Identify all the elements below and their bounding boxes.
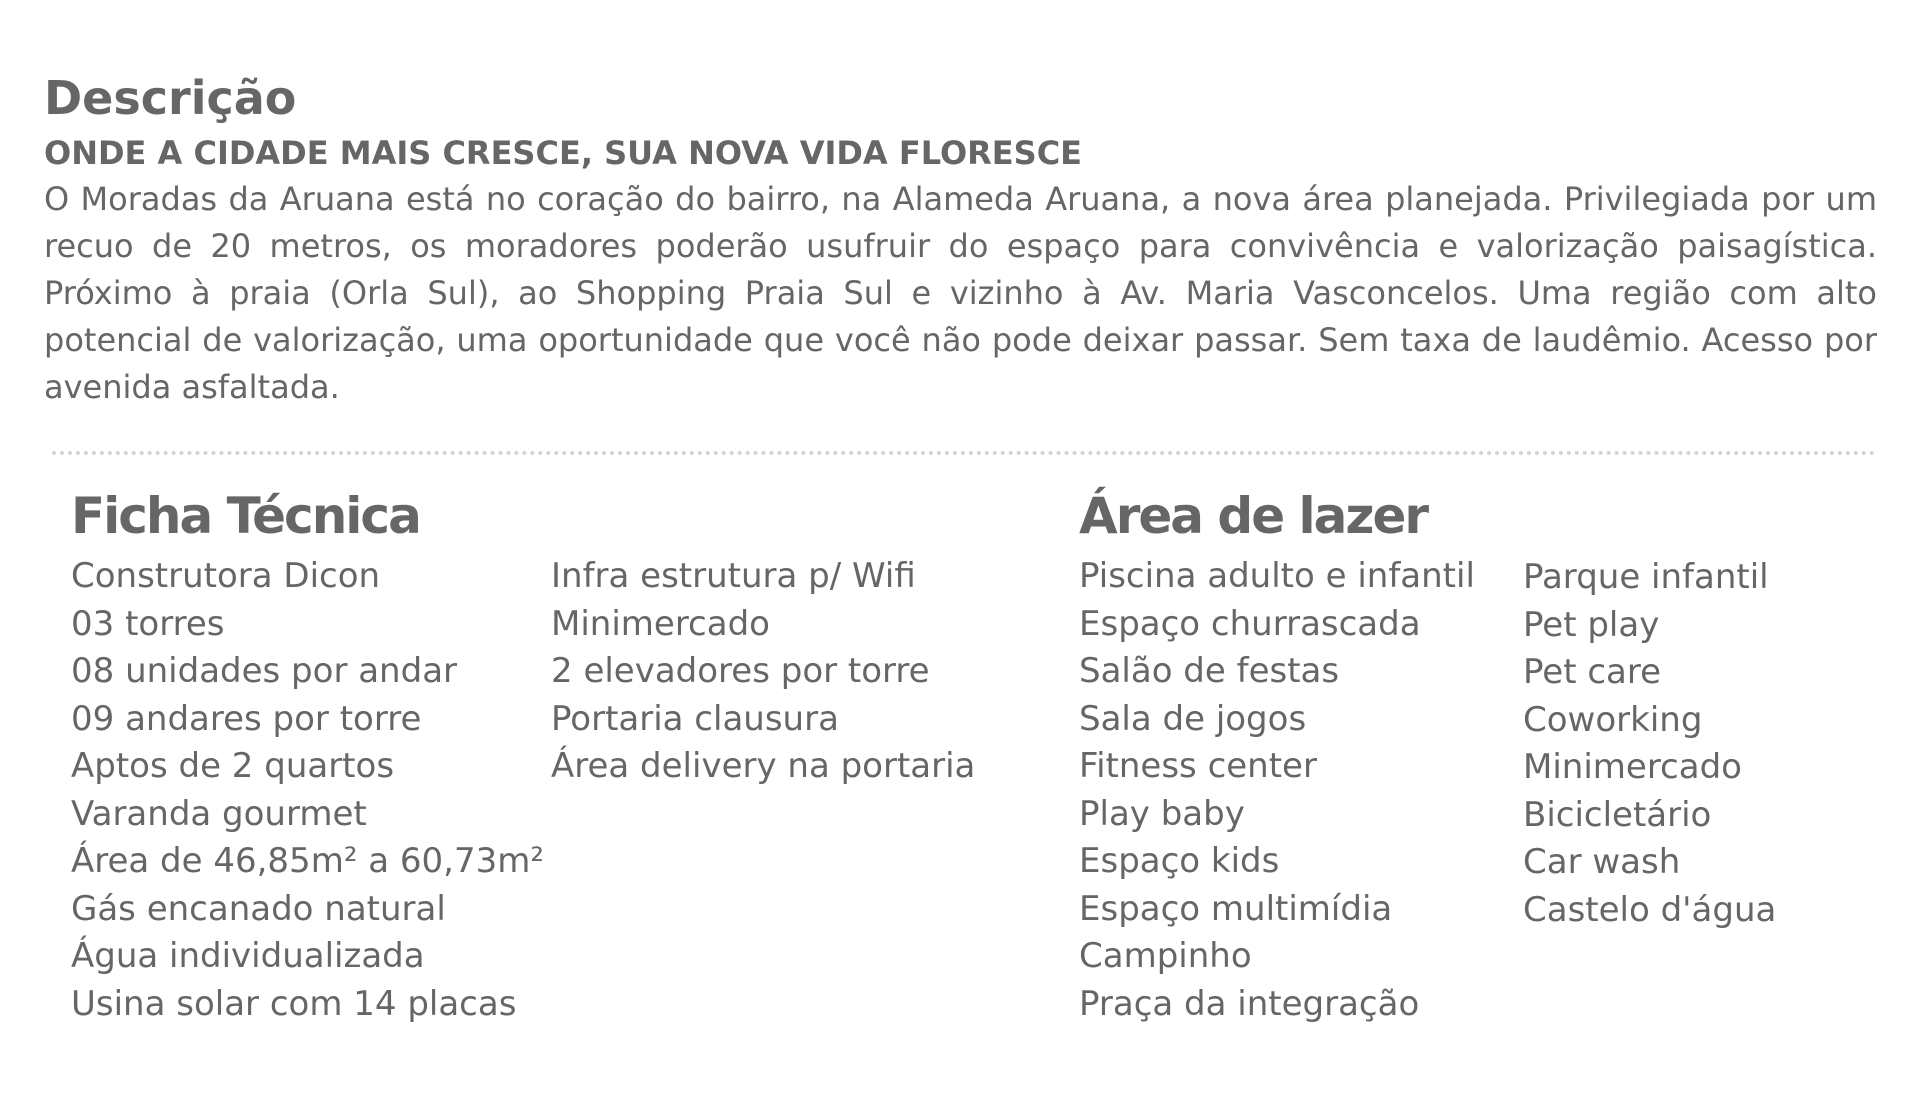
description-subtitle: ONDE A CIDADE MAIS CRESCE, SUA NOVA VIDA FLORESCE [44, 134, 1083, 172]
list-item: Pet play [1523, 604, 1660, 645]
ficha-tecnica-title: Ficha Técnica [71, 487, 420, 545]
ficha-tecnica-section-2 [551, 553, 975, 791]
list-item: Espaço multimídia [1079, 888, 1393, 929]
list-item: Coworking [1523, 699, 1703, 740]
list-item: Espaço kids [1079, 841, 1280, 881]
list-item: Área de 46,85m² a 60,73m² [71, 841, 544, 881]
area-lazer-title: Área de lazer [1079, 487, 1428, 545]
area-lazer-section-2 [1523, 554, 1776, 934]
list-item: Espaço churrascada [1079, 603, 1421, 644]
list-item: 03 torres [71, 603, 225, 644]
list-item: Aptos de 2 quartos [71, 746, 395, 786]
list-item: Usina solar com 14 placas [71, 983, 517, 1024]
list-item: 09 andares por torre [71, 698, 422, 739]
list-item: Área delivery na portaria [551, 746, 976, 786]
list-item: Infra estrutura p/ Wifi [551, 556, 916, 596]
ficha-tecnica-list-2 [551, 553, 975, 791]
area-lazer-list-1 [1079, 553, 1475, 1028]
list-item: Sala de jogos [1079, 698, 1307, 739]
ficha-tecnica-list-1 [71, 553, 544, 1028]
list-item: Piscina adulto e infantil [1079, 556, 1475, 596]
list-item: Minimercado [551, 603, 770, 644]
list-item: Parque infantil [1523, 557, 1769, 597]
list-item: Fitness center [1079, 746, 1317, 786]
list-item: Castelo d'água [1523, 889, 1777, 930]
list-item: 08 unidades por andar [71, 651, 458, 691]
description-text: O Moradas da Aruana está no coração do bairro, na Alameda Aruana, a nova área planejada. Privilegiada por um recuo de 20 metros, os moradores poderão usufruir do espaço para convivência e valorização paisagística. Próximo à praia (Orla Sul), ao Shopping Praia Sul e vizinho à Av. Maria Vasconcelos. Uma região com alto potencial de valorização, uma oportunidade que você não pode deixar passar. Sem taxa de laudêmio. Acesso por avenida asfaltada. [44, 180, 1877, 406]
list-item: Praça da integração [1079, 983, 1420, 1024]
list-item: Construtora Dicon [71, 556, 381, 596]
ficha-tecnica-section [71, 484, 544, 1028]
list-item: Bicicletário [1523, 794, 1712, 835]
list-item: Car wash [1523, 842, 1681, 882]
area-lazer-list-2 [1523, 554, 1776, 934]
list-item: Salão de festas [1079, 651, 1340, 691]
list-item: Pet care [1523, 652, 1662, 692]
description-section [44, 66, 1877, 411]
list-item: 2 elevadores por torre [551, 651, 930, 691]
list-item: Play baby [1079, 793, 1245, 834]
description-title: Descrição [44, 71, 297, 125]
list-item: Água individualizada [71, 936, 425, 976]
list-item: Campinho [1079, 936, 1252, 976]
list-item: Portaria clausura [551, 698, 839, 739]
list-item: Gás encanado natural [71, 888, 446, 929]
list-item: Minimercado [1523, 747, 1742, 787]
dotted-divider [52, 451, 1876, 455]
list-item: Varanda gourmet [71, 793, 367, 834]
area-lazer-section [1079, 484, 1475, 1028]
